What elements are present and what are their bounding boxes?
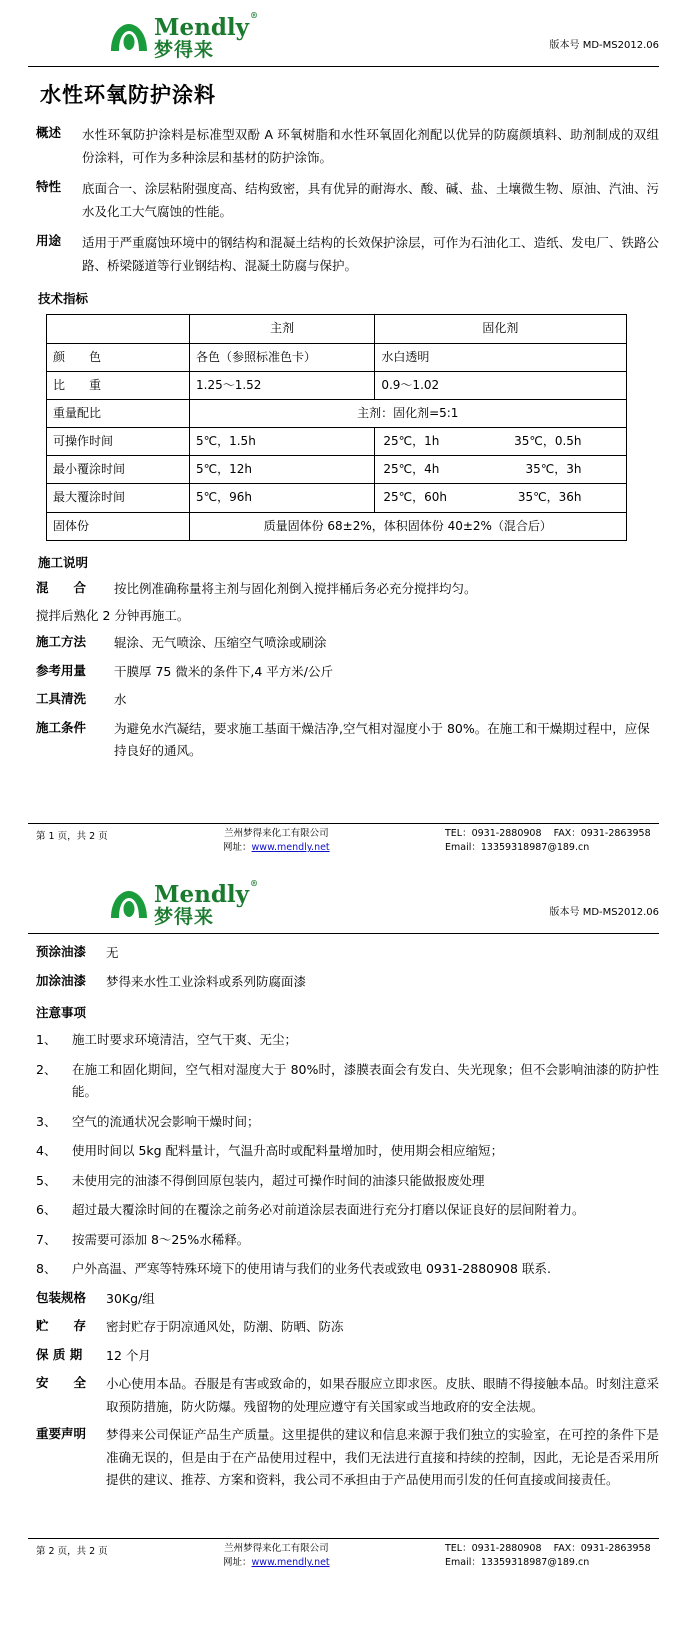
section-storage-label: 贮 存: [36, 1318, 87, 1334]
note-text: 空气的流通状况会影响干燥时间；: [72, 1113, 260, 1129]
cell-solids: 质量固体份 68±2%，体积固体份 40±2%（混合后）: [190, 512, 627, 540]
table-row: [47, 484, 627, 512]
section-overview-label: 概述: [36, 124, 62, 140]
note-item: [28, 1029, 659, 1052]
brand-logo: [108, 10, 258, 61]
note-item: [28, 1059, 659, 1104]
note-text: 户外高温、严寒等特殊环境下的使用请与我们的业务代表或致电 0931-2880908 联系.: [72, 1261, 551, 1277]
section-features-text: 底面合一、涂层粘附强度高、结构致密，具有优异的耐海水、酸、碱、盐、土壤微生物、原油、汽油、污水及化工大气腐蚀的性能。: [82, 180, 659, 219]
section-topcoat-text: 梦得来水性工业涂料或系列防腐面漆: [106, 973, 307, 989]
row-label-color: 颜 色: [47, 343, 190, 371]
table-header-row: [47, 315, 627, 343]
spec-table-title: 技术指标: [38, 291, 89, 307]
cell-min-recoat-rest: [375, 456, 626, 484]
construction-coverage-text: 干膜厚 75 微米的条件下,4 平方米/公斤: [114, 663, 333, 679]
section-disclaimer-text: 梦得来公司保证产品生产质量。这里提供的建议和信息来源于我们独立的实验室，在可控的条件下是准确无误的，但是由于在产品使用过程中，我们无法进行直接和持续的控制，因此，无论是否采用所提供的建议、推荐、方案和资料，我公司不承担由于产品使用而引发的任何直接或间接责任。: [106, 1427, 659, 1488]
brand-name-en-page2: Mendly®: [154, 877, 258, 909]
note-number: 3、: [36, 1113, 57, 1129]
note-text: 在施工和固化期间，空气相对湿度大于 80%时，漆膜表面会有发白、失光现象；但不会影响油漆的防护性能。: [72, 1061, 659, 1100]
section-disclaimer: [28, 1424, 659, 1492]
section-packaging-label: 包装规格: [36, 1289, 87, 1305]
section-precoat-label: 预涂油漆: [36, 944, 87, 960]
page2-footer-company-block: [223, 1542, 330, 1571]
construction-method-text: 辊涂、无气喷涂、压缩空气喷涂或刷涂: [114, 635, 327, 651]
note-text: 未使用完的油漆不得倒回原包装内，超过可操作时间的油漆只能做报废处理: [72, 1172, 485, 1188]
cell-pot-life-5c: 5℃，1.5h: [190, 428, 375, 456]
brand-wordmark: [154, 10, 258, 61]
table-row: [47, 512, 627, 540]
brand-name-en: Mendly®: [154, 10, 258, 41]
note-text: 按需要可添加 8～25%水稀释。: [72, 1231, 250, 1247]
page2-page-number: 第 2 页，共 2 页: [36, 1545, 108, 1557]
cell-density-hardener: 0.9～1.02: [375, 371, 626, 399]
page-header: [28, 10, 659, 64]
page1-email-label: Email：: [445, 842, 481, 854]
page1-website-label: 网址：: [223, 842, 252, 854]
cell-max-recoat-25c: 25℃，60h: [383, 490, 447, 505]
cell-color-hardener: 水白透明: [375, 343, 626, 371]
note-text: 使用时间以 5kg 配料量计，气温升高时或配料量增加时，使用期会相应缩短；: [72, 1143, 504, 1159]
page1-email-line: [445, 841, 655, 855]
row-label-min-recoat: 最小覆涂时间: [47, 456, 190, 484]
page2-footer-contact-block: [445, 1542, 655, 1571]
page2-email-line: [445, 1556, 655, 1570]
construction-conditions-label: 施工条件: [36, 719, 87, 735]
page2-tel-fax-line: [445, 1542, 655, 1556]
version-label-page2: 版本号 MD-MS2012.06: [549, 907, 659, 919]
document-page-2: [0, 867, 687, 1570]
row-label-max-recoat: 最大覆涂时间: [47, 484, 190, 512]
cell-mix-ratio: 主剂：固化剂=5:1: [190, 399, 627, 427]
construction-mixing-label: 混 合: [36, 579, 87, 595]
cell-min-recoat-5c: 5℃，12h: [190, 456, 375, 484]
row-label-solids: 固体份: [47, 512, 190, 540]
page2-tel: TEL：0931-2880908: [445, 1542, 542, 1554]
section-shelf-life-label: 保 质 期: [36, 1346, 83, 1362]
cell-pot-life-25c-35c: [375, 428, 626, 456]
section-safety-text: 小心使用本品。吞服是有害或致命的，如果吞服应立即求医。皮肤、眼睛不得接触本品。时刻注意采取预防措施，防火防爆。残留物的处理应遵守有关国家或当地政府的安全法规。: [106, 1376, 659, 1414]
page1-tel-fax-line: [445, 827, 655, 841]
page2-email: 13359318987@189.cn: [480, 1557, 590, 1569]
header-cell-base: 主剂: [190, 315, 375, 343]
note-number: 7、: [36, 1231, 57, 1247]
header-divider: [28, 66, 659, 67]
table-row: [47, 428, 627, 456]
note-number: 4、: [36, 1143, 57, 1159]
brand-wordmark-page2: [154, 877, 258, 929]
section-storage: [28, 1316, 659, 1339]
cell-max-recoat-5c: 5℃，96h: [190, 484, 375, 512]
page1-company-name: 兰州梦得来化工有限公司: [224, 827, 329, 839]
section-usage-text: 适用于严重腐蚀环境中的钢结构和混凝土结构的长效保护涂层，可作为石油化工、造纸、发电厂、铁路公路、桥梁隧道等行业钢结构、混凝土防腐与保护。: [82, 235, 659, 274]
page2-fax: FAX：0931-2863958: [553, 1542, 651, 1554]
section-safety: [28, 1373, 659, 1418]
row-label-mix-ratio: 重量配比: [47, 399, 190, 427]
note-number: 1、: [36, 1032, 57, 1048]
page1-fax: FAX：0931-2863958: [553, 827, 651, 839]
brand-name-cn-page2: 梦得来: [154, 906, 215, 929]
cell-max-recoat-rest: [375, 484, 626, 512]
cell-min-recoat-25c: 25℃，4h: [383, 462, 440, 477]
section-precoat: [28, 942, 659, 965]
header-cell-hardener: 固化剂: [375, 315, 626, 343]
cell-max-recoat-35c: 35℃，36h: [517, 490, 582, 505]
version-label-page1: 版本号 MD-MS2012.06: [549, 40, 659, 51]
construction-mixing-continuation: 搅拌后熟化 2 分钟再施工。: [36, 608, 190, 624]
page1-email: 13359318987@189.cn: [480, 842, 590, 854]
brand-name-cn: 梦得来: [154, 39, 215, 61]
registered-mark: ®: [250, 10, 258, 21]
section-usage-label: 用途: [36, 233, 62, 249]
section-overview: [28, 123, 659, 169]
note-number: 2、: [36, 1061, 57, 1077]
section-features-label: 特性: [36, 178, 62, 194]
page2-footer: [28, 1538, 659, 1571]
construction-cleaning-text: 水: [114, 692, 127, 708]
section-topcoat-label: 加涂油漆: [36, 972, 87, 988]
note-text: 超过最大覆涂时间的在覆涂之前务必对前道涂层表面进行充分打磨以保证良好的层间附着力。: [72, 1202, 585, 1218]
cell-min-recoat-35c: 35℃，3h: [525, 462, 582, 477]
page2-website-label: 网址：: [223, 1557, 252, 1569]
section-overview-text: 水性环氧防护涂料是标准型双酚 A 环氧树脂和水性环氧固化剂配以优异的防腐颜填料、助剂制成的双组份涂料，可作为多种涂层和基材的防护涂饰。: [82, 126, 659, 165]
construction-method-label: 施工方法: [36, 634, 87, 650]
page2-company-name: 兰州梦得来化工有限公司: [224, 1542, 329, 1554]
construction-method: [28, 632, 659, 655]
cell-pot-life-25c: 25℃，1h: [383, 434, 440, 449]
page2-website-line: [223, 1556, 330, 1570]
construction-conditions-text: 为避免水汽凝结，要求施工基面干燥洁净,空气相对湿度小于 80%。在施工和干燥期过程中，应保持良好的通风。: [114, 720, 650, 759]
section-packaging-text: 30Kg/组: [106, 1290, 155, 1306]
table-row: [47, 343, 627, 371]
construction-title: 施工说明: [38, 554, 89, 570]
page2-email-label: Email：: [445, 1557, 481, 1569]
table-row: [47, 399, 627, 427]
note-item: [28, 1258, 659, 1281]
note-number: 6、: [36, 1202, 57, 1218]
page1-tel: TEL：0931-2880908: [445, 827, 542, 839]
page-title: 水性环氧防护涂料: [40, 83, 216, 107]
construction-cleaning: [28, 689, 659, 712]
page1-website-link[interactable]: www.mendly.net: [251, 842, 330, 854]
cell-pot-life-35c: 35℃，0.5h: [514, 434, 582, 449]
section-usage: [28, 231, 659, 277]
page1-footer-company-block: [223, 827, 330, 856]
page1-website-line: [223, 841, 330, 855]
section-shelf-life-text: 12 个月: [106, 1347, 151, 1363]
section-shelf-life: [28, 1345, 659, 1368]
section-topcoat: [28, 971, 659, 994]
page-separator: [0, 855, 687, 867]
construction-conditions: [28, 718, 659, 763]
row-label-density: 比 重: [47, 371, 190, 399]
note-number: 5、: [36, 1172, 57, 1188]
page1-page-number: 第 1 页，共 2 页: [36, 830, 108, 842]
table-row: [47, 456, 627, 484]
note-item: [28, 1199, 659, 1222]
note-item: [28, 1229, 659, 1252]
cell-density-base: 1.25～1.52: [190, 371, 375, 399]
cell-color-base: 各色（参照标准色卡）: [190, 343, 375, 371]
section-packaging: [28, 1288, 659, 1311]
registered-mark-page2: ®: [250, 877, 258, 888]
page2-website-link[interactable]: www.mendly.net: [251, 1557, 330, 1569]
note-item: [28, 1170, 659, 1193]
construction-cleaning-label: 工具清洗: [36, 691, 87, 707]
section-safety-label: 安 全: [36, 1375, 87, 1391]
logo-mark-icon: [108, 888, 150, 922]
row-label-pot-life: 可操作时间: [47, 428, 190, 456]
section-disclaimer-label: 重要声明: [36, 1426, 87, 1442]
section-features: [28, 177, 659, 223]
notes-title: 注意事项: [36, 1005, 87, 1021]
note-item: [28, 1111, 659, 1134]
construction-mixing: [28, 578, 659, 601]
logo-mark-icon: [108, 21, 150, 55]
page1-footer-contact-block: [445, 827, 655, 856]
construction-coverage-label: 参考用量: [36, 662, 87, 678]
section-storage-text: 密封贮存于阴凉通风处，防潮、防晒、防冻: [106, 1319, 344, 1335]
header-cell-blank: [47, 315, 190, 343]
note-number: 8、: [36, 1261, 57, 1277]
spec-table: [46, 314, 627, 541]
construction-coverage: [28, 661, 659, 684]
page1-footer: [28, 823, 659, 856]
brand-logo-page2: [108, 877, 258, 929]
note-item: [28, 1140, 659, 1163]
page2-header: [28, 877, 659, 931]
table-row: [47, 371, 627, 399]
section-precoat-text: 无: [106, 945, 119, 961]
note-text: 施工时要求环境清洁，空气干爽、无尘；: [72, 1032, 298, 1048]
construction-mixing-text: 按比例准确称量将主剂与固化剂倒入搅拌桶后务必充分搅拌均匀。: [114, 580, 477, 596]
